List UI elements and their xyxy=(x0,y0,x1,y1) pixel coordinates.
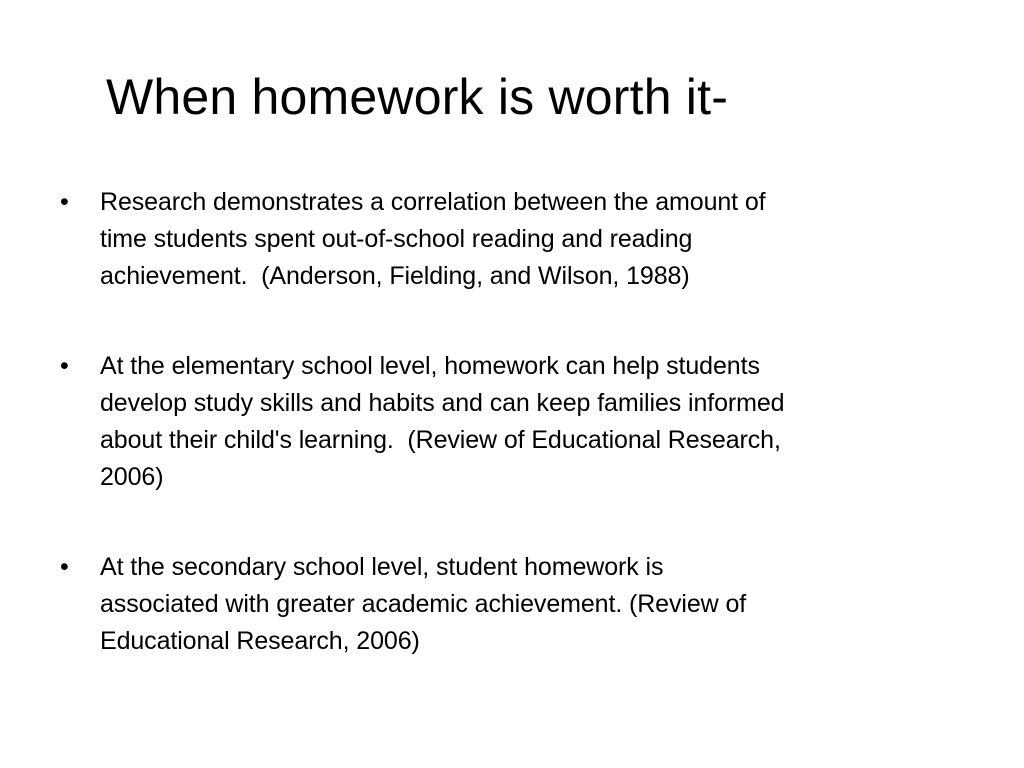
bullet-text-line: achievement. (Anderson, Fielding, and Wilson, 1988) xyxy=(100,262,690,290)
bullet-icon: • xyxy=(60,352,69,380)
bullet-item-elementary-school xyxy=(56,348,986,496)
bullet-icon: • xyxy=(60,188,69,216)
bullet-item-research-correlation xyxy=(56,184,986,295)
bullet-text-line: about their child's learning. (Review of Educational Research, xyxy=(100,426,781,454)
bullet-icon: • xyxy=(60,553,69,581)
bullet-text-line: Research demonstrates a correlation between the amount of xyxy=(100,188,766,216)
bullet-text-line: Educational Research, 2006) xyxy=(100,627,420,655)
bullet-text-line: 2006) xyxy=(100,463,164,491)
bullet-text-line: time students spent out-of-school reading and reading xyxy=(100,225,693,253)
bullet-text-line: associated with greater academic achievement. (Review of xyxy=(100,590,747,618)
bullet-item-secondary-school xyxy=(56,549,986,660)
bullet-text-line: develop study skills and habits and can keep families informed xyxy=(100,389,785,417)
bullet-text-line: At the elementary school level, homework can help students xyxy=(100,352,760,380)
bullet-text-line: At the secondary school level, student homework is xyxy=(100,553,664,581)
bullet-list xyxy=(56,184,986,713)
slide-title: When homework is worth it- xyxy=(106,69,729,125)
